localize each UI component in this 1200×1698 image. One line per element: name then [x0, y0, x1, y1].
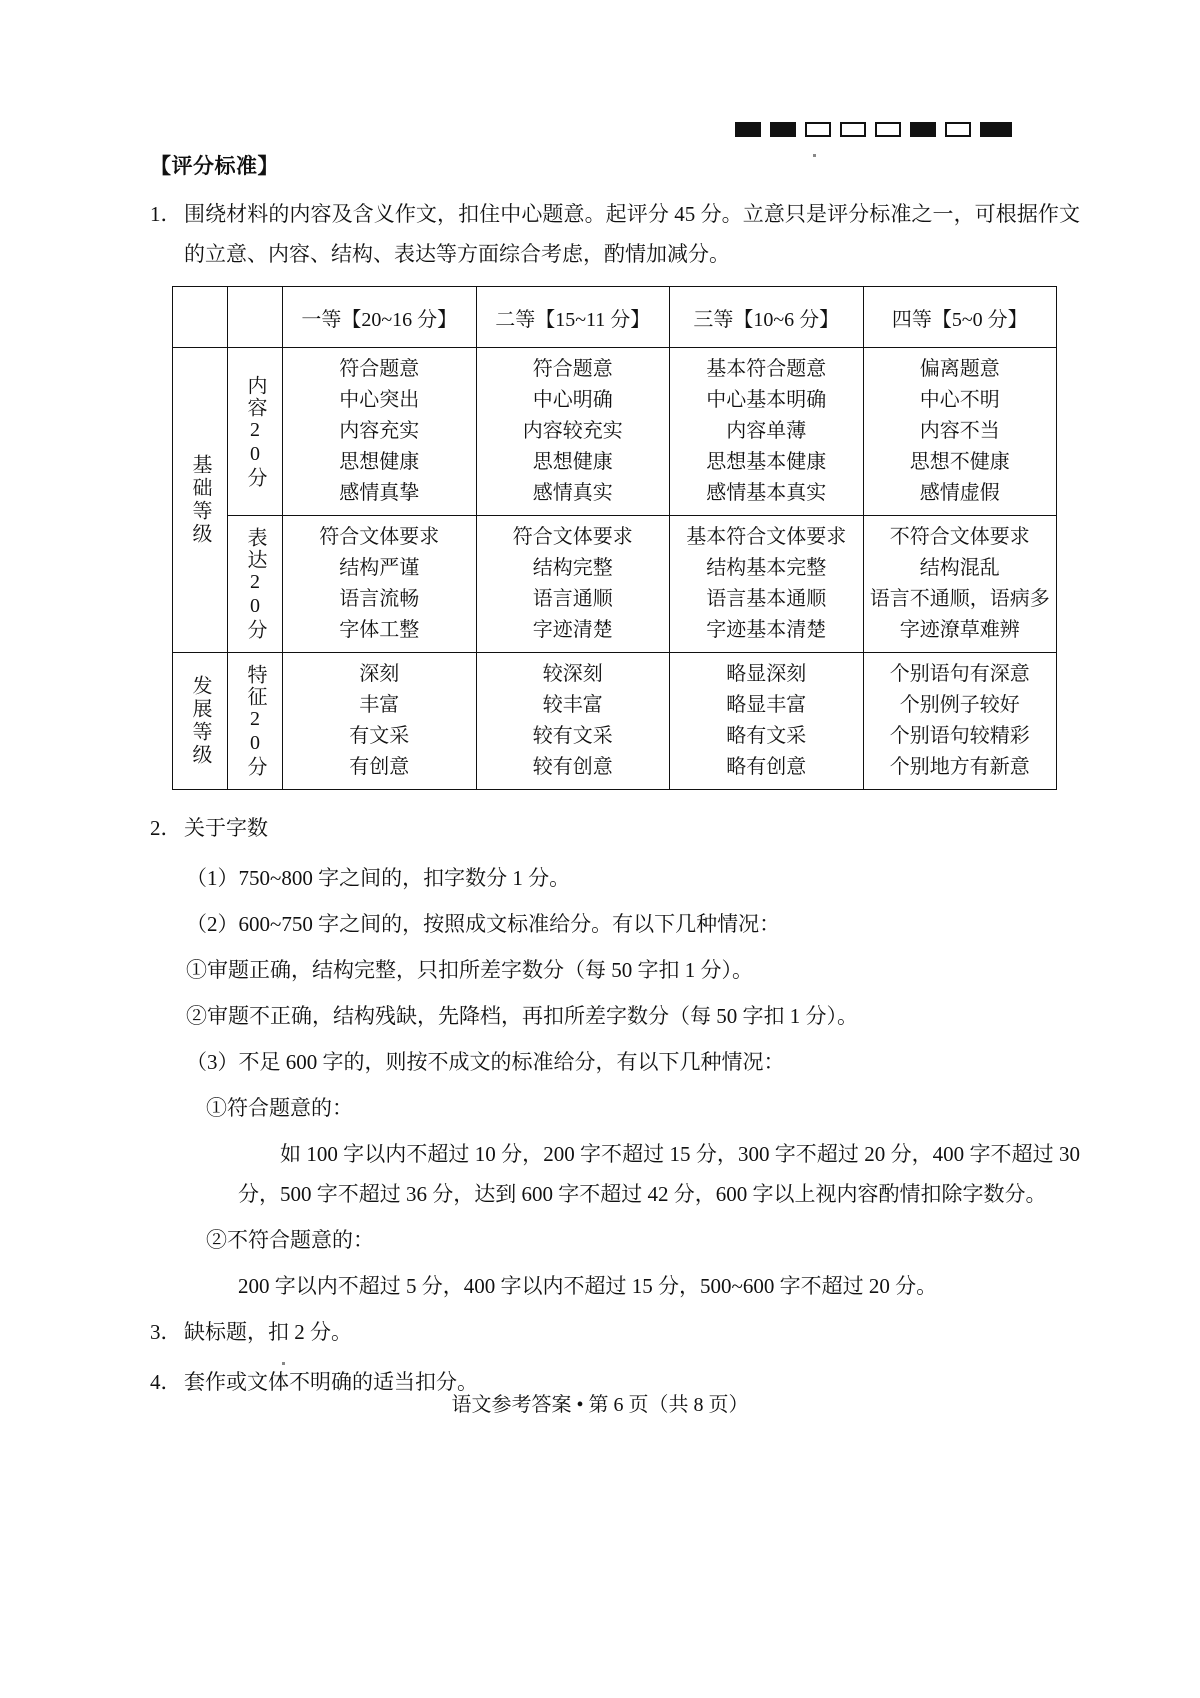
cell-line: 结构完整: [532, 557, 613, 579]
corner-cell-sub: [228, 287, 283, 348]
cell-content-tier-4: [863, 348, 1057, 516]
cell-line: 字迹潦草难辨: [899, 619, 1020, 641]
cell-expression-tier-2: [476, 516, 670, 653]
cell-line: 字迹清楚: [532, 619, 613, 641]
cell-line: 不符合文体要求: [889, 526, 1030, 548]
cell-line: 思想健康: [532, 451, 613, 473]
cell-line: 字迹基本清楚: [706, 619, 827, 641]
cell-line: 较有文采: [532, 725, 613, 747]
cell-line: 个别语句有深意: [889, 663, 1030, 685]
cell-line: 中心明确: [532, 389, 613, 411]
item2-line-8: ②不符合题意的：: [206, 1228, 374, 1252]
cell-line: 基本符合文体要求: [686, 526, 847, 548]
mark-6: [910, 122, 936, 137]
column-header-tier-2: 二等【15~11 分】: [476, 287, 670, 348]
cell-line: 感情真挚: [339, 482, 420, 504]
row-sub-feature-label: 特征20分: [244, 664, 266, 778]
cell-line: 较有创意: [532, 756, 613, 778]
table-row: [173, 653, 1057, 790]
list-item-4-text: 套作或文体不明确的适当扣分。: [184, 1370, 478, 1394]
cell-line: 较丰富: [542, 694, 603, 716]
cell-line: 内容充实: [339, 420, 420, 442]
cell-content-tier-2: [476, 348, 670, 516]
list-item-4-number: 4．: [150, 1370, 182, 1394]
mark-8: [980, 122, 1012, 137]
mark-7: [945, 122, 971, 137]
list-item-1: [150, 194, 1080, 274]
cell-expression-tier-4: [863, 516, 1057, 653]
row-sub-feature: [228, 653, 283, 790]
cell-expression-tier-3: [670, 516, 864, 653]
cell-line: 个别例子较好: [899, 694, 1020, 716]
list-item-2-title: 关于字数: [184, 816, 268, 840]
cell-line: 略显丰富: [726, 694, 807, 716]
mark-3: [805, 122, 831, 137]
list-item-3: [150, 1312, 1080, 1352]
column-header-tier-3: 三等【10~6 分】: [670, 287, 864, 348]
cell-line: 符合题意: [339, 358, 420, 380]
list-item-2: [150, 808, 1080, 848]
row-sub-expression: [228, 516, 283, 653]
cell-line: 有文采: [349, 725, 410, 747]
item2-line-1: （1）750~800 字之间的，扣字数分 1 分。: [186, 866, 571, 890]
cell-line: 中心基本明确: [706, 389, 827, 411]
cell-line: 思想健康: [339, 451, 420, 473]
cell-line: 语言不通顺，语病多: [869, 588, 1050, 610]
cell-feature-tier-1: [283, 653, 477, 790]
cell-line: 结构基本完整: [706, 557, 827, 579]
cell-line: 语言流畅: [339, 588, 420, 610]
cell-line: 略有创意: [726, 756, 807, 778]
list-item-2-number: 2．: [150, 816, 182, 840]
mark-5: [875, 122, 901, 137]
cell-line: 感情基本真实: [706, 482, 827, 504]
mark-2: [770, 122, 796, 137]
scoring-rubric-table: [172, 286, 1057, 790]
cell-feature-tier-2: [476, 653, 670, 790]
cell-line: 符合文体要求: [512, 526, 633, 548]
cell-line: 略显深刻: [726, 663, 807, 685]
cell-content-tier-3: [670, 348, 864, 516]
corner-cell-category: [173, 287, 228, 348]
page-footer: 语文参考答案 • 第 6 页（共 8 页）: [451, 1394, 749, 1416]
cell-line: 思想基本健康: [706, 451, 827, 473]
table-row: [173, 348, 1057, 516]
row-sub-content-label: 内容20分: [244, 374, 266, 489]
barcode-marks: [735, 122, 1012, 137]
list-item-3-number: 3．: [150, 1320, 182, 1344]
item2-line-4: ②审题不正确，结构残缺，先降档，再扣所差字数分（每 50 字扣 1 分）。: [186, 1004, 858, 1028]
cell-line: 语言通顺: [532, 588, 613, 610]
cell-line: 中心突出: [339, 389, 420, 411]
row-sub-content: [228, 348, 283, 516]
item2-line-3: ①审题正确，结构完整，只扣所差字数分（每 50 字扣 1 分）。: [186, 958, 753, 982]
cell-line: 中心不明: [919, 389, 1000, 411]
cell-line: 符合文体要求: [319, 526, 440, 548]
row-sub-expression-label: 表达20分: [244, 527, 266, 641]
item2-line-6: ①符合题意的：: [206, 1096, 353, 1120]
cell-line: 深刻: [359, 663, 400, 685]
cell-line: 个别地方有新意: [889, 756, 1030, 778]
cell-line: 思想不健康: [909, 451, 1010, 473]
cell-line: 语言基本通顺: [706, 588, 827, 610]
cell-line: 符合题意: [532, 358, 613, 380]
column-header-tier-4: 四等【5~0 分】: [863, 287, 1057, 348]
list-item-1-text: 围绕材料的内容及含义作文，扣住中心题意。起评分 45 分。立意只是评分标准之一，可根据作文的立意、内容、结构、表达等方面综合考虑，酌情加减分。: [184, 202, 1080, 266]
cell-line: 丰富: [359, 694, 400, 716]
cell-line: 内容较充实: [522, 420, 623, 442]
mark-1: [735, 122, 761, 137]
cell-line: 较深刻: [542, 663, 603, 685]
item2-line-9: 200 字以内不超过 5 分，400 字以内不超过 15 分，500~600 字不超过 20 分。: [238, 1274, 938, 1298]
item2-line-5: （3）不足 600 字的，则按不成文的标准给分，有以下几种情况：: [186, 1050, 785, 1074]
cell-line: 有创意: [349, 756, 410, 778]
row-category-development-label: 发展等级: [189, 675, 211, 767]
cell-feature-tier-4: [863, 653, 1057, 790]
column-header-tier-1: 一等【20~16 分】: [283, 287, 477, 348]
item2-line-2: （2）600~750 字之间的，按照成文标准给分。有以下几种情况：: [186, 912, 781, 936]
cell-line: 内容单薄: [726, 420, 807, 442]
section-heading: 【评分标准】: [150, 154, 279, 178]
mark-4: [840, 122, 866, 137]
cell-line: 个别语句较精彩: [889, 725, 1030, 747]
document-content: [150, 150, 1080, 1412]
cell-line: 偏离题意: [919, 358, 1000, 380]
list-item-3-text: 缺标题，扣 2 分。: [184, 1320, 352, 1344]
table-header-row: [173, 287, 1057, 348]
list-item-1-number: 1．: [150, 202, 182, 226]
item2-line-7: 如 100 字以内不超过 10 分，200 字不超过 15 分，300 字不超过 20 分，400 字不超过 30 分，500 字不超过 36 分，达到 600 字不超过 42 分，600 字以上视内容酌情扣除字数分。: [238, 1142, 1080, 1206]
row-category-basic-label: 基础等级: [189, 454, 211, 546]
table-row: [173, 516, 1057, 653]
cell-line: 内容不当: [919, 420, 1000, 442]
cell-line: 字体工整: [339, 619, 420, 641]
cell-line: 基本符合题意: [706, 358, 827, 380]
cell-line: 感情真实: [532, 482, 613, 504]
speck-mark-2: [282, 1362, 285, 1365]
cell-content-tier-1: [283, 348, 477, 516]
row-category-basic: [173, 348, 228, 653]
cell-expression-tier-1: [283, 516, 477, 653]
cell-line: 结构混乱: [919, 557, 1000, 579]
cell-line: 略有文采: [726, 725, 807, 747]
row-category-development: [173, 653, 228, 790]
cell-feature-tier-3: [670, 653, 864, 790]
cell-line: 结构严谨: [339, 557, 420, 579]
cell-line: 感情虚假: [919, 482, 1000, 504]
